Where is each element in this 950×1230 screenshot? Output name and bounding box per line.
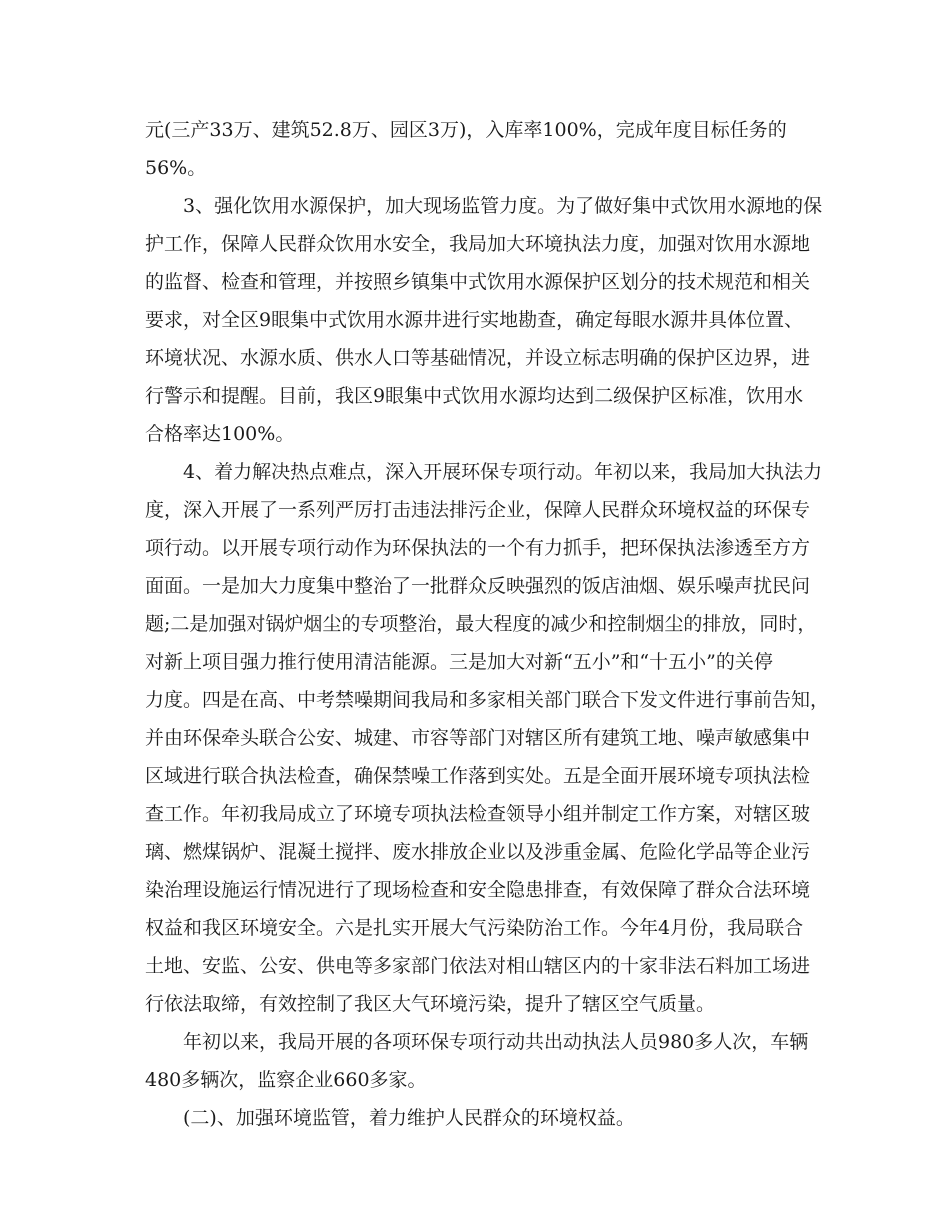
body-line: 查工作。年初我局成立了环境专项执法检查领导小组并制定工作方案，对辖区玻 [145, 803, 811, 825]
body-line: 元(三产33万、建筑52.8万、园区3万)，入库率100%，完成年度目标任务的 [145, 119, 787, 141]
body-line: 环境状况、水源水质、供水人口等基础情况，并设立标志明确的保护区边界，进 [145, 347, 811, 369]
body-line: 护工作，保障人民群众饮用水安全，我局加大环境执法力度，加强对饮用水源地 [145, 233, 811, 255]
body-line: 对新上项目强力推行使用清洁能源。三是加大对新“五小”和“十五小”的关停 [145, 651, 773, 673]
body-line: 要求，对全区9眼集中式饮用水源井进行实地勘查，确定每眼水源井具体位置、 [145, 309, 804, 331]
body-line: 权益和我区环境安全。六是扎实开展大气污染防治工作。今年4月份，我局联合 [145, 917, 804, 939]
paragraph-start-line: 年初以来，我局开展的各项环保专项行动共出动执法人员980多人次，车辆 [183, 1031, 809, 1053]
body-line: 项行动。以开展专项行动作为环保执法的一个有力抓手，把环保执法渗透至方方 [145, 537, 811, 559]
body-line: 土地、安监、公安、供电等多家部门依法对相山辖区内的十家非法石料加工场进 [145, 955, 811, 977]
body-line: 璃、燃煤锅炉、混凝土搅拌、废水排放企业以及涉重金属、危险化学品等企业污 [145, 841, 811, 863]
body-line: 度，深入开展了一系列严厉打击违法排污企业，保障人民群众环境权益的环保专 [145, 499, 811, 521]
body-line: 56%。 [145, 157, 207, 179]
body-line: 合格率达100%。 [145, 423, 295, 445]
body-line: 题;二是加强对锅炉烟尘的专项整治，最大程度的减少和控制烟尘的排放，同时， [145, 613, 817, 635]
body-line: 480多辆次，监察企业660多家。 [145, 1069, 427, 1091]
body-line: 染治理设施运行情况进行了现场检查和安全隐患排查，有效保障了群众合法环境 [145, 879, 811, 901]
body-line: 面面。一是加大力度集中整治了一批群众反映强烈的饭店油烟、娱乐噪声扰民问 [145, 575, 811, 597]
paragraph-start-line: 4、着力解决热点难点，深入开展环保专项行动。年初以来，我局加大执法力 [183, 461, 823, 483]
body-line: 行依法取缔，有效控制了我区大气环境污染，提升了辖区空气质量。 [145, 993, 716, 1015]
body-line: 并由环保牵头联合公安、城建、市容等部门对辖区所有建筑工地、噪声敏感集中 [145, 727, 811, 749]
body-line: 力度。四是在高、中考禁噪期间我局和多家相关部门联合下发文件进行事前告知， [145, 689, 830, 711]
body-line: 行警示和提醒。目前，我区9眼集中式饮用水源均达到二级保护区标准，饮用水 [145, 385, 804, 407]
body-line: 的监督、检查和管理，并按照乡镇集中式饮用水源保护区划分的技术规范和相关 [145, 271, 811, 293]
body-line: 区域进行联合执法检查，确保禁噪工作落到实处。五是全面开展环境专项执法检 [145, 765, 811, 787]
section-heading: (二)、加强环境监管，着力维护人民群众的环境权益。 [183, 1107, 635, 1129]
paragraph-start-line: 3、强化饮用水源保护，加大现场监管力度。为了做好集中式饮用水源地的保 [183, 195, 823, 217]
